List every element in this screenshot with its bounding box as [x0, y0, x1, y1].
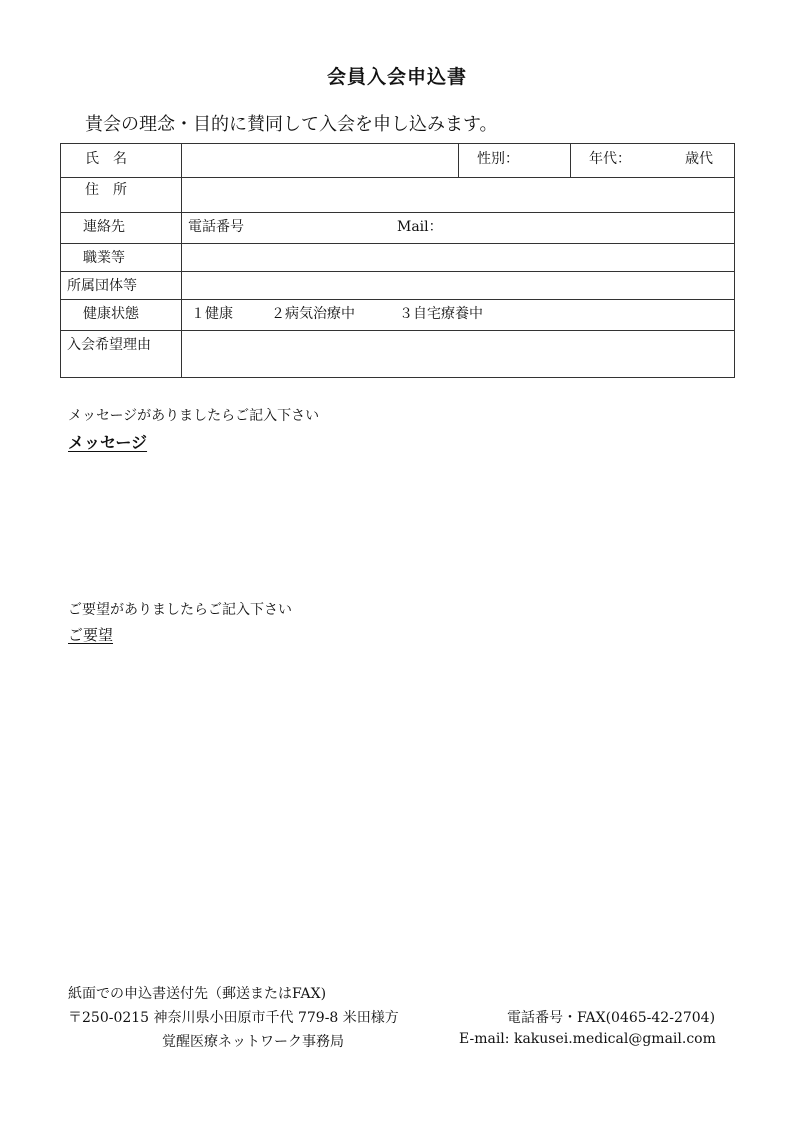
organization-label: 所属団体等	[67, 278, 137, 294]
health-option-2[interactable]: ２病気治療中	[271, 306, 355, 322]
age-suffix: 歳代	[685, 151, 713, 167]
reason-label: 入会希望理由	[67, 337, 151, 353]
footer-phone-fax: 電話番号・FAX(0465-42-2704)	[507, 1010, 716, 1026]
request-heading: ご要望	[68, 626, 114, 644]
mail-label: Mail：	[397, 219, 443, 235]
mail-field[interactable]	[446, 214, 731, 242]
footer-email: E-mail: kakusei.medical@gmail.com	[459, 1031, 716, 1047]
row-divider	[61, 243, 734, 244]
name-field[interactable]	[183, 145, 456, 176]
application-form-table	[60, 143, 735, 378]
intro-text: 貴会の理念・目的に賛同して入会を申し込みます。	[85, 114, 498, 135]
health-option-1[interactable]: １健康	[191, 306, 233, 322]
address-label: 住 所	[85, 182, 127, 198]
occupation-label: 職業等	[83, 250, 125, 266]
message-heading: メッセージ	[68, 433, 148, 452]
footer-address: 〒250-0215 神奈川県小田原市千代 779-8 米田様方	[68, 1010, 399, 1026]
message-note: メッセージがありましたらご記入下さい	[68, 408, 320, 424]
name-label: 氏 名	[85, 151, 127, 167]
health-option-3[interactable]: ３自宅療養中	[399, 306, 483, 322]
address-field[interactable]	[183, 179, 733, 211]
column-divider	[181, 144, 182, 377]
reason-field[interactable]	[183, 332, 733, 376]
row-divider	[61, 299, 734, 300]
contact-label: 連絡先	[83, 219, 125, 235]
footer-office: 覚醒医療ネットワーク事務局	[162, 1034, 344, 1050]
request-note: ご要望がありましたらご記入下さい	[68, 602, 292, 618]
row-divider	[61, 212, 734, 213]
phone-label: 電話番号	[188, 219, 244, 235]
row-divider	[61, 177, 734, 178]
message-area[interactable]	[68, 455, 728, 585]
column-divider	[458, 144, 459, 177]
occupation-field[interactable]	[183, 245, 733, 270]
age-field[interactable]	[636, 145, 686, 176]
phone-field[interactable]	[251, 214, 391, 242]
gender-field[interactable]	[523, 145, 568, 176]
age-label: 年代：	[589, 151, 631, 167]
page-title: 会員入会申込書	[326, 66, 467, 88]
row-divider	[61, 330, 734, 331]
row-divider	[61, 271, 734, 272]
column-divider	[570, 144, 571, 177]
health-label: 健康状態	[83, 306, 139, 322]
gender-label: 性別：	[477, 151, 519, 167]
request-area[interactable]	[68, 648, 728, 948]
organization-field[interactable]	[183, 273, 733, 298]
footer-destination: 紙面での申込書送付先（郵送またはFAX)	[68, 986, 327, 1002]
